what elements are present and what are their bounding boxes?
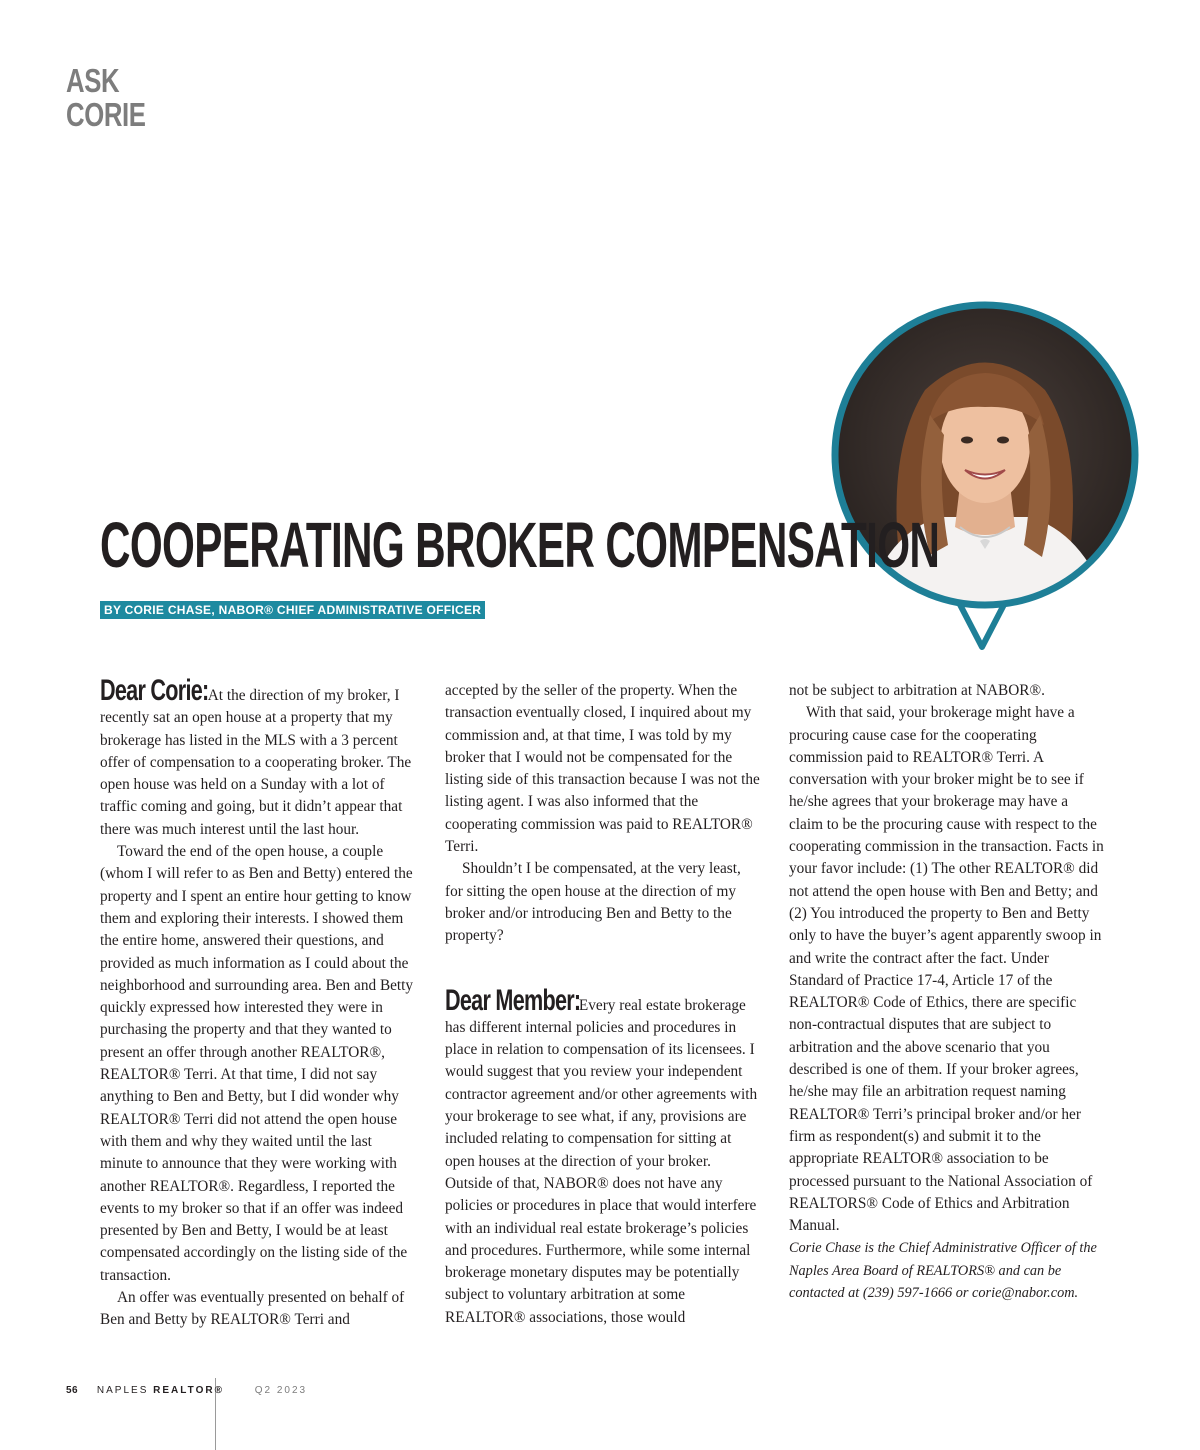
letter-paragraph: accepted by the seller of the property. When the transaction eventually closed, I inquired about my commission and, at that time, I was told by my broker that I would not be compensated for the listing side of this transaction because I was not the listing agent. I was also informed that the cooperating commission was paid to REALTOR® Terri.	[445, 682, 760, 856]
portrait-photo-icon	[820, 295, 1150, 655]
answer-paragraph: not be subject to arbitration at NABOR®.	[789, 682, 1045, 699]
paragraph-text: At the direction of my broker, I recently sat an open house at a property that my brokerage has listed in the MLS with a 3 percent offer of compensation to a cooperating broker. The open house was held on a Sunday with a lot of traffic coming and going, but it didn’t appear that there was much interest until the last hour.	[100, 687, 412, 838]
magazine-name	[97, 1385, 224, 1396]
salutation-heading: Dear Corie:	[100, 674, 209, 707]
letter-paragraph: Shouldn’t I be compensated, at the very least, for sitting the open house at the direction of my broker and/or introducing Ben and Betty to the property?	[445, 860, 741, 945]
article-column-1	[100, 674, 415, 1332]
author-portrait	[820, 295, 1150, 655]
page-footer	[66, 1385, 307, 1396]
answer-paragraph	[445, 983, 760, 1329]
page-number: 56	[66, 1385, 79, 1396]
article-headline: COOPERATING BROKER COMPENSATION	[100, 509, 940, 581]
letter-paragraph	[100, 674, 415, 841]
magazine-name-bold: REALTOR®	[153, 1385, 224, 1396]
section-tag	[66, 64, 146, 132]
magazine-name-prefix: NAPLES	[96, 1385, 149, 1396]
byline-badge: BY CORIE CHASE, NABOR® CHIEF ADMINISTRATIVE OFFICER	[100, 601, 485, 619]
article-column-2	[445, 680, 760, 1329]
letter-paragraph: Toward the end of the open house, a couple (whom I will refer to as Ben and Betty) entered the property and I spent an entire hour getting to know them and exploring their interests. I showed them the entire home, answered their questions, and provided as much information as I could about the neighborhood and surrounding area. Ben and Betty quickly expressed how interested they were in purchasing the property and that they wanted to present an offer through another REALTOR®, REALTOR® Terri. At that time, I did not say anything to Ben and Betty, but I did wonder why REALTOR® Terri did not attend the open house with them and why they waited until the last minute to announce that they were working with another REALTOR®. Regardless, I reported the events to my broker so that if an offer was indeed presented by Ben and Betty, I would be at least compensated accordingly on the listing side of the transaction.	[100, 843, 414, 1284]
paragraph-text: Every real estate brokerage has different internal policies and procedures in place in relation to compensation of its licensees. I would suggest that you review your independent contractor agreement and/or other agreements with your brokerage to see what, if any, provisions are included relating to compensation for sitting at open houses at the direction of your broker. Outside of that, NABOR® does not have any policies or procedures in place that would interfere with an individual real estate brokerage’s policies and procedures. Furthermore, while some internal brokerage monetary disputes may be potentially subject to voluntary arbitration at some REALTOR® associations, those would	[445, 996, 758, 1326]
section-tag-line1: ASK	[66, 62, 120, 99]
salutation-heading: Dear Member:	[445, 983, 581, 1017]
article-column-3	[789, 680, 1104, 1304]
issue-label: Q2 2023	[254, 1385, 308, 1396]
answer-paragraph: With that said, your brokerage might have a procuring cause case for the cooperating commission paid to REALTOR® Terri. A conversation with your broker might be to see if he/she agrees that your brokerage may have a claim to be the procuring cause with respect to the cooperating commission in the transaction. Facts in your favor include: (1) The other REALTOR® did not attend the open house with Ben and Betty; and (2) You introduced the property to Ben and Betty only to have the buyer’s agent apparently swoop in and write the contract after the fact. Under Standard of Practice 17-4, Article 17 of the REALTOR® Code of Ethics, there are specific non-contractual disputes that are subject to arbitration and the above scenario that you described is one of them. If your broker agrees, he/she may file an arbitration request naming REALTOR® Terri’s principal broker and/or her firm as respondent(s) and submit it to the appropriate REALTOR® association to be processed pursuant to the National Association of REALTORS® Code of Ethics and Arbitration Manual.	[789, 704, 1104, 1235]
section-tag-line2: CORIE	[66, 96, 146, 133]
author-bio: Corie Chase is the Chief Administrative Officer of the Naples Area Board of REALTORS® and can be contacted at (239) 597-1666 or corie@nabor.com.	[789, 1240, 1097, 1302]
letter-paragraph: An offer was eventually presented on behalf of Ben and Betty by REALTOR® Terri and	[100, 1289, 405, 1329]
